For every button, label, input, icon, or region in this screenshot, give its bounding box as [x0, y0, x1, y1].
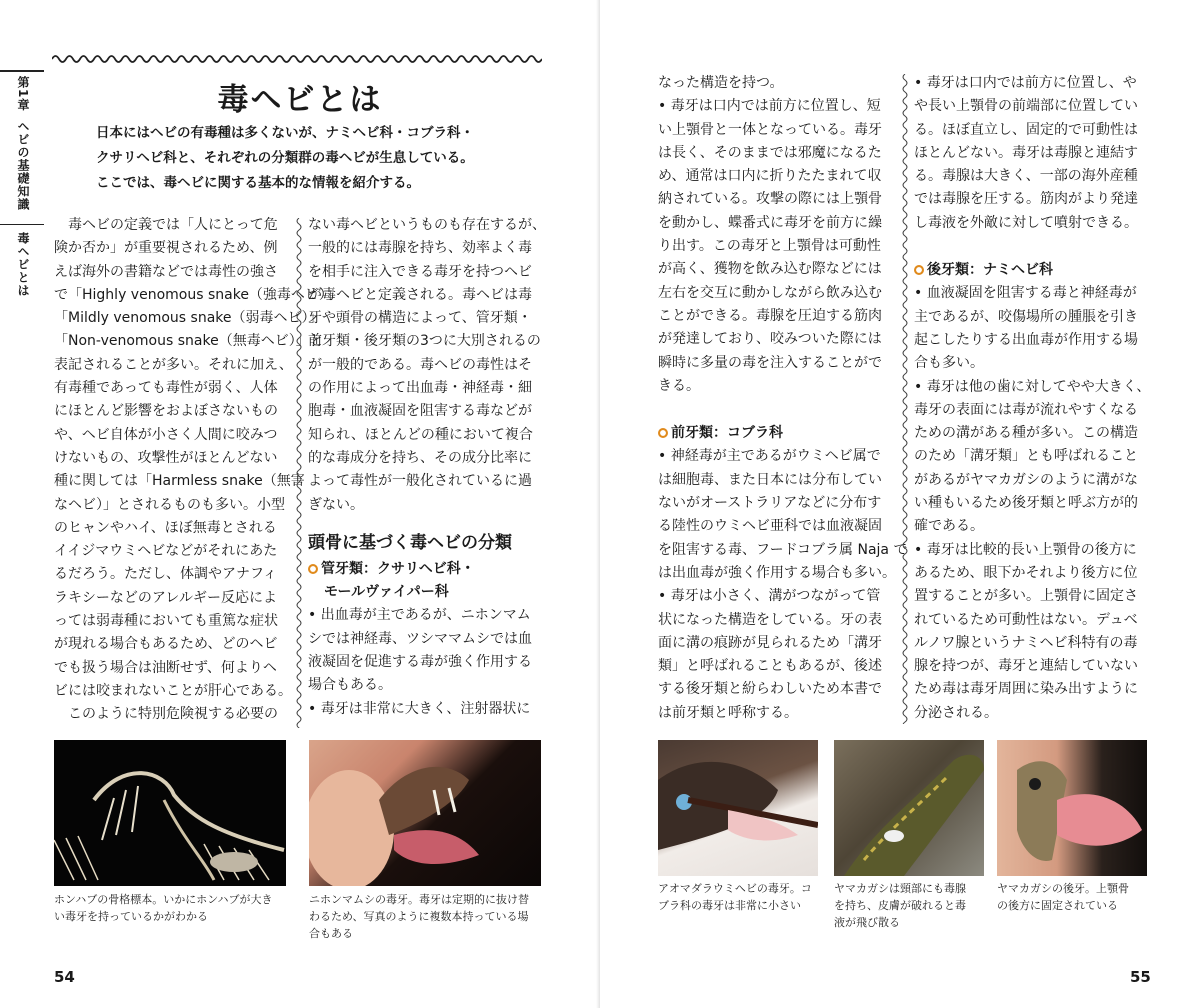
- body-line: のため「溝牙類」とも呼ばれること: [914, 448, 1138, 465]
- body-line: • 毒牙は非常に大きく、注射器状に: [308, 700, 531, 717]
- body-line: 左右を交互に動かしながら飲み込む: [658, 284, 882, 301]
- caption-line: ヤマカガシの後牙。上顎骨: [997, 882, 1129, 895]
- body-line: 種に関しては「Harmless snake（無害: [54, 473, 305, 490]
- body-line: や、ヘビ自体が小さく人間に咬みつ: [54, 426, 278, 443]
- body-line: なった構造を持つ。: [658, 75, 784, 91]
- body-line: • 血液凝固を阻害する毒と神経毒が: [914, 285, 1137, 302]
- body-line: が現れる場合もあるため、どのヘビ: [54, 636, 278, 653]
- side-tab-chapter: 第1章: [16, 76, 30, 112]
- body-line: 主であるが、咬傷場所の腫脹を引き: [914, 308, 1138, 325]
- body-line: ビには咬まれないことが肝心である。: [54, 682, 292, 699]
- body-line: ない毒ヘビというものも存在するが、: [308, 217, 546, 233]
- body-line: 類」と呼ばれることもあるが、後述: [658, 658, 882, 675]
- subheading-kogarui: [914, 259, 1154, 282]
- lead-line: 日本にはヘビの有毒種は多くないが、ナミヘビ科・コブラ科・: [96, 125, 474, 141]
- body-line: • 毒牙は口内では前方に位置し、短: [658, 98, 881, 115]
- body-line: が発達しており、咬みついた際には: [658, 331, 882, 348]
- body-line: えば海外の書籍などでは毒性の強さ: [54, 263, 278, 280]
- body-line: よって毒性が一般化されているに過: [308, 473, 532, 490]
- body-line: 表記されることが多い。それに加え、: [54, 356, 293, 373]
- subheading-kangarui: [308, 558, 548, 581]
- body-line: を動かし、蝶番式に毒牙を前方に繰: [658, 214, 882, 231]
- body-line: • 出血毒が主であるが、ニホンマム: [308, 607, 531, 624]
- body-column-3: [658, 72, 908, 725]
- body-line: が毒ヘビと定義される。毒ヘビは毒: [308, 286, 532, 303]
- body-line: 毒牙の表面には毒が流れやすくなる: [914, 401, 1138, 418]
- subheading-text: 後牙類：ナミヘビ科: [927, 262, 1053, 279]
- section-heading: 頭骨に基づく毒ヘビの分類: [308, 532, 512, 553]
- body-line: は長く、そのままでは邪魔になるた: [658, 144, 882, 161]
- body-line: を相手に注入できる毒牙を持つヘビ: [308, 263, 532, 280]
- body-column-2: [308, 214, 548, 721]
- body-line: する後牙類と紛らわしいため本書で: [658, 681, 882, 698]
- body-line: けないもの、攻撃性がほとんどない: [54, 449, 278, 466]
- column-divider: [294, 218, 304, 728]
- body-line: 知られ、ほとんどの種において複合: [308, 426, 533, 443]
- yamakagashi-fang-photo: [997, 740, 1147, 876]
- column-divider: [900, 74, 910, 724]
- body-line: 分泌される。: [914, 704, 998, 721]
- body-line: 牙や頭骨の構造によって、管牙類・: [308, 310, 532, 327]
- wavy-rule: [52, 52, 542, 66]
- body-line: で「Highly venomous snake（強毒ヘビ）」: [54, 286, 340, 303]
- right-page: [600, 0, 1200, 1008]
- side-tab-rule-top: [0, 70, 44, 72]
- caption-line: ニホンマムシの毒牙。毒牙は定期的に抜け替: [309, 893, 529, 906]
- body-line: なヘビ）」とされるものも多い。小型: [54, 496, 285, 513]
- body-line: 起こしたりする出血毒が作用する場: [914, 331, 1138, 348]
- caption-line: わるため、写真のように複数本持っている場: [309, 910, 529, 923]
- body-line: 「Mildly venomous snake（弱毒ヘビ）」: [54, 310, 323, 327]
- subheading-text: 前牙類：コブラ科: [671, 425, 783, 442]
- photo-caption-2: [309, 891, 545, 942]
- body-line: り出す。この毒牙と上顎骨は可動性: [658, 238, 881, 255]
- body-line: 合も多い。: [914, 355, 984, 372]
- bullet-dot-icon: [658, 428, 668, 438]
- caption-line: ヤマカガシは頸部にも毒腺: [834, 882, 966, 895]
- side-tab-rule-mid: [0, 224, 44, 225]
- body-line: っては弱毒種においても重篤な症状: [54, 613, 278, 630]
- page-number-right: 55: [1130, 968, 1151, 986]
- mamushi-fangs-photo: [309, 740, 541, 886]
- body-line: では毒腺を圧する。筋肉がより発達: [914, 191, 1138, 208]
- body-line: い種もいるため後牙類と呼ぶ方が的: [914, 495, 1138, 512]
- body-line: でも扱う場合は油断せず、何よりヘ: [54, 659, 277, 676]
- body-line: ラキシーなどのアレルギー反応によ: [54, 589, 277, 606]
- body-line: 置することが多い。上顎骨に固定さ: [914, 588, 1138, 605]
- body-line: い上顎骨と一体となっている。毒牙: [658, 121, 882, 138]
- sea-snake-fang-photo: [658, 740, 818, 876]
- lead-line: クサリヘビ科と、それぞれの分類群の毒ヘビが生息している。: [96, 150, 474, 166]
- subheading-zengarui: [658, 422, 898, 445]
- photo-caption-4: [834, 880, 986, 931]
- body-line: 状になった構造をしている。牙の表: [658, 611, 882, 628]
- body-line: 腺を持つが、毒牙と連結していない: [914, 658, 1138, 675]
- body-line: る。毒腺は大きく、一部の海外産種: [914, 168, 1138, 185]
- snake-skeleton-photo: [54, 740, 286, 886]
- caption-line: 合もある: [309, 927, 353, 940]
- side-tab-section: 毒ヘビとは: [16, 232, 30, 297]
- body-line: ほとんどない。毒牙は毒腺と連結す: [914, 144, 1138, 161]
- body-line: が一般的である。毒ヘビの毒性はそ: [308, 356, 532, 373]
- bullet-dot-icon: [308, 564, 318, 574]
- body-line: • 毒牙は口内では前方に位置し、や: [914, 75, 1137, 91]
- body-line: 面に溝の痕跡が見られるため「溝牙: [658, 634, 882, 651]
- body-line: るだろう。ただし、体調やアナフィ: [54, 566, 277, 583]
- side-tab-chapter-title: ヘビの基礎知識: [16, 120, 30, 211]
- body-line: のヒャンやハイ、ほぼ無毒とされる: [54, 519, 277, 536]
- yamakagashi-neck-photo: [834, 740, 984, 876]
- body-line: このように特別危険視する必要の: [54, 706, 278, 723]
- body-line: 有毒種であっても毒性が弱く、人体: [54, 380, 278, 397]
- body-line: れているため可動性はない。デュベ: [914, 611, 1138, 628]
- body-line: • 神経毒が主であるがウミヘビ属で: [658, 448, 881, 465]
- body-line: ルノワ腺というナミヘビ科特有の毒: [914, 634, 1138, 651]
- body-line: あるため、眼下かそれより後方に位: [914, 564, 1138, 581]
- page-number-left: 54: [54, 968, 75, 986]
- lead-line: ここでは、毒ヘビに関する基本的な情報を紹介する。: [96, 175, 420, 191]
- caption-line: を持ち、皮膚が破れると毒: [834, 899, 966, 912]
- body-line: め、通常は口内に折りたたまれて収: [658, 168, 882, 185]
- caption-line: ブラ科の毒牙は非常に小さい: [658, 899, 801, 912]
- body-line: ないがオーストラリアなどに分布す: [658, 495, 882, 512]
- body-line: 毒ヘビの定義では「人にとって危: [54, 217, 278, 233]
- subheading-kangarui-cont: モールヴァイパー科: [324, 584, 449, 601]
- body-line: 納されている。攻撃の際には上顎骨: [658, 191, 882, 208]
- body-line: は前牙類と呼称する。: [658, 704, 798, 721]
- caption-line: い毒牙を持っているかがわかる: [54, 910, 208, 923]
- body-line: の作用によって出血毒・神経毒・細: [308, 380, 532, 397]
- caption-line: の後方に固定されている: [997, 899, 1118, 912]
- photo-caption-3: [658, 880, 826, 914]
- bullet-dot-icon: [914, 265, 924, 275]
- body-line: は出血毒が強く作用する場合も多い。: [658, 564, 896, 581]
- body-line: があるがヤマカガシのように溝がな: [914, 471, 1138, 488]
- caption-line: アオマダラウミヘビの毒牙。コ: [658, 882, 812, 895]
- lead-text: [96, 121, 536, 196]
- body-line: 一般的には毒腺を持ち、効率よく毒: [308, 240, 532, 257]
- body-line: る。ほぼ直立し、固定的で可動性は: [914, 121, 1138, 138]
- subheading-text: 管牙類：クサリヘビ科・: [321, 560, 475, 577]
- body-line: • 毒牙は小さく、溝がつながって管: [658, 588, 881, 605]
- body-line: ため毒は毒牙周囲に染み出すように: [914, 681, 1138, 698]
- photo-caption-1: [54, 891, 290, 925]
- body-line: 確である。: [914, 518, 984, 535]
- body-line: イイジマウミヘビなどがそれにあた: [54, 543, 278, 560]
- body-column-4: [914, 72, 1154, 725]
- page-title: 毒ヘビとは: [217, 82, 383, 118]
- body-line: シでは神経毒、ツシママムシでは血: [308, 630, 532, 647]
- body-line: 前牙類・後牙類の3つに大別されるの: [308, 333, 541, 350]
- body-line: にほとんど影響をおよぼさないもの: [54, 403, 278, 420]
- body-line: ことができる。毒腺を圧迫する筋肉: [658, 307, 882, 324]
- photo-caption-5: [997, 880, 1149, 914]
- caption-line: 液が飛び散る: [834, 916, 900, 929]
- body-line: が高く、獲物を飲み込む際などには: [658, 261, 882, 278]
- body-line: は細胞毒、また日本には分布してい: [658, 471, 882, 488]
- body-line: を阻害する毒、フードコブラ属 Naja で: [658, 541, 908, 558]
- caption-line: ホンハブの骨格標本。いかにホンハブが大き: [54, 893, 273, 906]
- body-line: 瞬時に多量の毒を注入することがで: [658, 354, 882, 371]
- body-line: 場合もある。: [308, 677, 392, 694]
- body-line: し毒液を外敵に対して噴射できる。: [914, 214, 1138, 231]
- body-line: る陸性のウミヘビ亜科では血液凝固: [658, 518, 882, 535]
- body-line: きる。: [658, 377, 700, 394]
- body-line: ぎない。: [308, 496, 364, 513]
- body-line: 「Non-venomous snake（無毒ヘビ）」と: [54, 333, 324, 350]
- body-line: • 毒牙は他の歯に対してやや大きく、: [914, 378, 1151, 395]
- body-line: 的な毒成分を持ち、その成分比率に: [308, 449, 532, 466]
- body-line: ための溝がある種が多い。この構造: [914, 425, 1138, 442]
- body-line: 液凝固を促進する毒が強く作用する: [308, 654, 532, 671]
- body-line: 険か否か」が重要視されるため、例: [54, 240, 278, 257]
- body-line: や長い上顎骨の前端部に位置してい: [914, 98, 1138, 115]
- body-line: • 毒牙は比較的長い上顎骨の後方に: [914, 541, 1137, 558]
- body-line: 胞毒・血液凝固を阻害する毒などが: [308, 403, 532, 420]
